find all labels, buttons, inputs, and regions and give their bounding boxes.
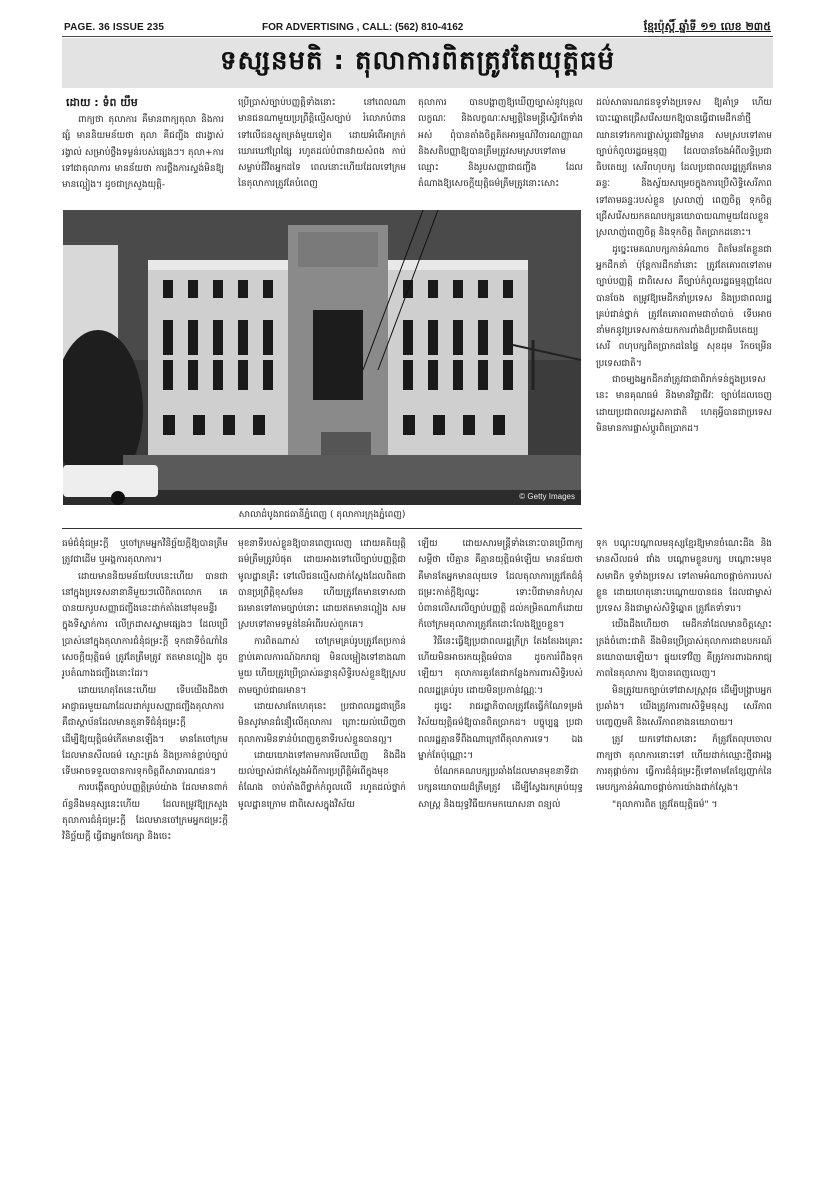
paragraph: យើងដឹងហើយថា មេដឹកនាំដែលមានចិត្តស្មោះត្រង់ចំពោះជាតិ នឹងមិនប្រើប្រាស់តុលាការជាឧបករណ៍នយោបាយឡើយ។ ផ្ទុយទៅវិញ គឺត្រូវការពារឯករាជ្យភាពនៃតុលាការ ឱ្យបានពេញលេញ។ [596, 620, 772, 680]
page-issue-label: PAGE. 36 ISSUE 235 [64, 22, 165, 33]
paragraph: ប្រើប្រាស់ច្បាប់បញ្ញត្តិទាំងនោះ នៅពេលណាមានជនណាមួយប្រព្រឹត្តិល្មើសច្បាប់ រំលោភបំពានទៅលើជនស្លូតត្រង់មួយទៀត ដោយអំពើអាក្រក់ ឃោរឃៅព្រៃផ្សៃ រហូតដល់បំពានវាយសំពង កាប់សម្លាប់ជីវិតអ្នកដទៃ ពេលនោះហើយដែលទៅក្រមនៃតុលាការត្រូវតែបំពេញ [238, 98, 406, 190]
lower-column-1 [62, 536, 228, 1161]
photo-caption: សាលាដំបូងរាជធានីភ្នំពេញ ( តុលាការក្រុងភ្នំពេញ) [238, 510, 406, 520]
building-illustration [63, 210, 581, 505]
paragraph: ឡើយ ដោយសារមន្ត្រីទាំងនោះបានប្រើពាក្យសម្តីថា បើគ្មាន គឺគ្មានយុត្តិធម៌ឡើយ មានន័យថា គឺមានតែអ្នកមានលុយទេ ដែលតុលាការត្រូវតែជំនុំជម្រះកាត់ក្តីឱ្យឈ្នះ ទោះបីជាមានកំហុសបំពានលើសលើច្បាប់បញ្ញត្តិ ដល់កម្រិតណាក៏ដោយ ក៏ចៅក្រមតុលាការត្រូវតែដោះលែងឱ្យរួចខ្លួន។ [418, 539, 583, 631]
upper-column-1 [62, 112, 224, 208]
paragraph: ជាចម្បងអ្នកដឹកនាំត្រូវជាជាពិរាក់ទន់ក្នុងប្រទេសនេះ មានគុណធម៌ និងមានវិជ្ជាជីវៈ ច្បាប់ដែលចេញដោយប្រជាពលរដ្ឋសភាជាតិ ហេតុអ្វីបានជាប្រទេសមិនមានការផ្លាស់ប្តូរពិតប្រាកដ។ [596, 375, 772, 434]
paragraph: ដល់សាធារណជនទូទាំងប្រទេស ឱ្យគាំទ្រ ហើយបោះឆ្នោតជ្រើសរើសយកឱ្យបានធ្វើជាមេដឹកនាំថ្មី ឈានទៅរកការផ្លាស់ប្តូរជាវិជ្ជមាន សមស្របទៅតាមច្បាប់កំពូលរដ្ឋធម្មនុញ្ញ ដែលបានចែងអំពីលទ្ធិប្រជាធិបតេយ្យ សេរីពហុបក្ស ដែលប្រជាពលរដ្ឋត្រូវតែមានឆន្ទៈ និងស្វ័យសម្រេចក្នុងការប្រើសិទ្ធិសេរីភាព ទៅតាមឆន្ទៈរបស់ខ្លួន ស្រលាញ់ ពេញចិត្ត ទុកចិត្ត ជ្រើសរើសយកគណបក្សនយោបាយណាមួយដែលខ្លួនស្រលាញ់ពេញចិត្ត និងទុកចិត្ត ពិតប្រាកដនោះ។ [596, 98, 772, 239]
paragraph: ការបង្កើតច្បាប់បញ្ញត្តិគ្រប់យ៉ាង ដែលមានពាក់ព័ន្ធនឹងមនុស្សនេះហើយ ដែលតម្រូវឱ្យក្រសួងតុលាការជំនុំជម្រះក្តី ដែលមានចៅក្រមអ្នកជម្រះក្តី វិនិច្ឆ័យក្តី ធ្វើជាអ្នកថែរក្សា និងចេះ [62, 783, 228, 843]
paragraph: ដូច្នេះមេគណបក្សកាន់អំណាច ពិតមែនតែខ្លួនជាអ្នកដឹកនាំ ប៉ុន្តែការដឹកនាំនោះ ត្រូវតែគោរពទៅតាមច្បាប់បញ្ញត្តិ ជាពិសេស គឺច្បាប់កំពូលរដ្ឋធម្មនុញ្ញដែលបានចែង តម្រូវឱ្យមេដឹកនាំប្រទេស និងប្រជាពលរដ្ឋគ្រប់ជាន់ថ្នាក់ ត្រូវតែគោរពតាមជាចាំបាច់ ទើបអាចនាំមកនូវប្រទេសកាន់យកការពាំងដ៏ប្រជាធិបតេយ្យ សេរី ពហុបក្សពិតប្រាកដនៃផ្ទៃ សុខដុម រីកចម្រើនប្រទេសជាតិ។ [596, 244, 772, 369]
paragraph: តុលាការ បានបង្ហាញឱ្យឃើញច្បាស់នូវបុគ្គលលក្ខណៈ និងលក្ខណៈសម្បត្តិនៃមន្ត្រីស្ទើរតែទាំងអស់ ពុំបានតាំងចិត្តគិតអារម្មណ៍វិចារណញ្ញាណ និងសតិបញ្ញាឱ្យបានត្រឹមត្រូវសមស្របទៅតាមឈ្មោះ និងរូបសញ្ញាជាជញ្ជីង ដែលតំណាងឱ្យសេចក្តីយុត្តិធម៌ត្រឹមត្រូវនោះសោះ [418, 98, 583, 190]
lower-column-4 [596, 536, 772, 1161]
paragraph: ត្រូវ យកទៅជាសនោះ ក៏ត្រូវតែលុបចោលពាក្យថា តុលាការនោះទៅ ហើយដាក់ឈ្មោះថ្មីជាអង្គការតុផ្តាច់ការ ធ្វើការជំនុំជម្រះក្តីទៅតាមតែខ្សែញាក់នៃមេបក្សកាន់អំណាចផ្តាច់ការយ៉ាងជាក់ស្តែង។ [596, 734, 772, 794]
article-title: ទស្សនមតិ : តុលាការពិតត្រូវតែយុត្តិធម៌ [219, 46, 616, 76]
paragraph: ពាក្យថា តុលាការ គឺមានពាក្យតុលា និងការផ្សំ មាននិយមន័យថា តុលា គឺជញ្ជីង ជារង្វាស់រង្វាល់ សម្រាប់ថ្លឹងទម្ងន់របស់ផ្សេងៗ។ តុលា+ការ ទៅជាតុលាការ មានន័យថា ការថ្លឹងការស្ទង់មិនឱ្យមានល្អៀង។ ដូចជាក្រសួងយុត្តិ- [62, 115, 224, 191]
paragraph: ដោយហេតុតែនេះហើយ ទើបយើងដឹងថា អាជ្ញាធរមួយណាដែលដាក់រូបសញ្ញាជញ្ជីងតុលាការ គឺជាស្ថាប័នដែលមានតួនាទីជំនុំជម្រះក្តី ដើម្បីឱ្យយុត្តិធម៌កើតមានឡើង។ មានតែចៅក្រមដែលមានសីលធម៌ ស្មោះត្រង់ និងប្រកាន់ខ្ជាប់ច្បាប់ ទើបអាចទទួលបានការទុកចិត្តពីសាធារណជន។ [62, 685, 228, 778]
right-column-upper [596, 95, 772, 530]
article-byline: ដោយ : ទំព យឹម [66, 96, 138, 109]
lower-column-2 [238, 536, 406, 1161]
paragraph: ដូច្នេះ រាជរដ្ឋាភិបាលត្រូវតែធ្វើកំណែទម្រង់វិស័យយុត្តិធម៌ឱ្យបានពិតប្រាកដ។ បច្ចុប្បន្ន ប្រជាពលរដ្ឋគ្មានទីពឹងណាក្រៅពីតុលាការទេ។ ឯងម្នាក់តែប៉ុណ្ណោះ។ [418, 701, 583, 761]
paragraph: ធម៌ជំនុំជម្រះក្តី ឬចៅក្រមអ្នកវិនិច្ឆ័យក្តីឱ្យបានត្រឹមត្រូវជាដើម ឬអង្គការតុលាការ។ [62, 539, 228, 566]
upper-column-3 [418, 95, 583, 208]
advertising-notice: FOR ADVERTISING , CALL: (562) 810-4162 [262, 22, 464, 33]
court-building-photo [63, 210, 581, 505]
paragraph: ដោយយោងទៅតាមការមើលឃើញ និងដឹងយល់ច្បាស់ជាក់ស្តែងអំពីការប្រព្រឹត្តិអំពើក្នុងមុខតំណែង ចាប់តាំងពីថ្នាក់កំពូលលើ រហូតដល់ថ្នាក់មូលដ្ឋានក្រោម ជាពិសេសក្នុងវិស័យ [238, 750, 406, 810]
closing-quote: "តុលាការពិត ត្រូវតែយុត្តិធម៌" ។ [612, 799, 718, 810]
paragraph: ដោយមាននិយមន័យបែបនេះហើយ បានជានៅក្នុងប្រទេសនានានីមួយៗលើពិភពលោក គេបានយករូបសញ្ញាជញ្ជីងនេះដាក់តាំងនៅមុខមន្ទីរ ក្នុងទីស្នាក់ការ លើក្រដាសស្នាមផ្សេងៗ ដែលប្រើប្រាស់នៅក្នុងតុលាការជំនុំជម្រះក្តី ទុកជាទីចំណាំនៃសេចក្តីយុត្តិធម៌ ត្រូវតែត្រឹមត្រូវ ឥតមានល្អៀង ដូចរូបតំណាងជញ្ជីងនោះដែរ។ [62, 571, 228, 680]
page-header [62, 20, 773, 37]
paragraph: វិធីនេះធ្វើឱ្យប្រជាពលរដ្ឋក្រីក្រ តែងតែរងគ្រោះ ហើយមិនអាចរកយុត្តិធម៌បាន ដូចការរំពឹងទុកឡើយ។ តុលាការគួរតែជាកន្លែងការពារសិទ្ធិរបស់ពលរដ្ឋគ្រប់រូប ដោយមិនប្រកាន់វណ្ណៈ។ [418, 636, 583, 696]
upper-column-2 [238, 95, 406, 208]
paragraph: ទុក បណ្តុះបណ្តាលមនុស្សខ្មែរឱ្យមានចំណេះដឹង និងមានសីលធម៌ ផាំង បណ្តោមខ្លួនបក្ស បណ្តោះមមុខសមាជិក ទូទាំងប្រទេស ទៅតាមអំណាចផ្តាច់ការរបស់ខ្លួន ដោយហេតុនោះបណ្តោយបានជន ដែលជាម្ចាស់ប្រទេស និងជាម្ចាស់សិទ្ធិឆ្នោត ត្រូវតែទាំទារ។ [596, 539, 772, 615]
paragraph: ដោយសារតែហេតុនេះ ប្រជាពលរដ្ឋជាច្រើនមិនសូវមានជំនឿលើតុលាការ ព្រោះយល់ឃើញថា តុលាការមិនទាន់បំពេញតួនាទីរបស់ខ្លួនបានល្អ។ [238, 701, 406, 745]
lower-column-3 [418, 536, 583, 1161]
photo-credit: © Getty Images [519, 492, 575, 501]
paragraph: មុខនាទីរបស់ខ្លួនឱ្យបានពេញលេញ ដោយគតិយុត្តិធម៌ត្រឹមត្រូវបំផុត ដោយអាងទៅលើច្បាប់បញ្ញត្តិជាមូលដ្ឋានគ្រឹះ ទៅលើជនល្មើសជាក់ស្តែងដែលពិតជាបានប្រព្រឹត្តិខុសមែន ហើយត្រូវតែមានទោសជាធរមានទៅតាមច្បាប់នោះ ដោយឥតមានល្អៀង សមស្របទៅតាមទម្ងន់នៃអំពើរបស់ពួកគេ។ [238, 539, 406, 631]
paragraph: មិនត្រូវយកច្បាប់ទៅជាសស្ត្រាវុធ ដើម្បីបង្ក្រាបអ្នកប្រឆាំង។ យើងត្រូវការពារសិទ្ធិមនុស្ស សេរីភាពបញ្ចេញមតិ និងសេរីភាពខាងនយោបាយ។ [596, 685, 772, 729]
paragraph: ការពិតណាស់ ចៅក្រមគ្រប់រូបត្រូវតែប្រកាន់ខ្ជាប់គោលការណ៍ឯករាជ្យ មិនលម្អៀងទៅខាងណាមួយ ហើយត្រូវប្រើប្រាស់ឆន្ទានុសិទ្ធិរបស់ខ្លួនឱ្យស្របតាមច្បាប់ជាធរមាន។ [238, 636, 406, 696]
masthead-label: ខ្មែរប៉ុស្ដិ៍ ឆ្នាំទី ១១ លេខ ២៣៥ [643, 20, 771, 33]
paragraph: ចំណែកគណបក្សប្រឆាំងដែលមានមុខនាទីជាបក្សនយោបាយដ៏ត្រឹមត្រូវ ដើម្បីស្វែងរកគ្រប់យុទ្ធសាស្ត្រ និងយុទ្ធវិធីយកមកឃោសនា ពន្យល់ [418, 767, 583, 810]
caption-divider [62, 528, 582, 529]
article-title-band [62, 38, 773, 88]
